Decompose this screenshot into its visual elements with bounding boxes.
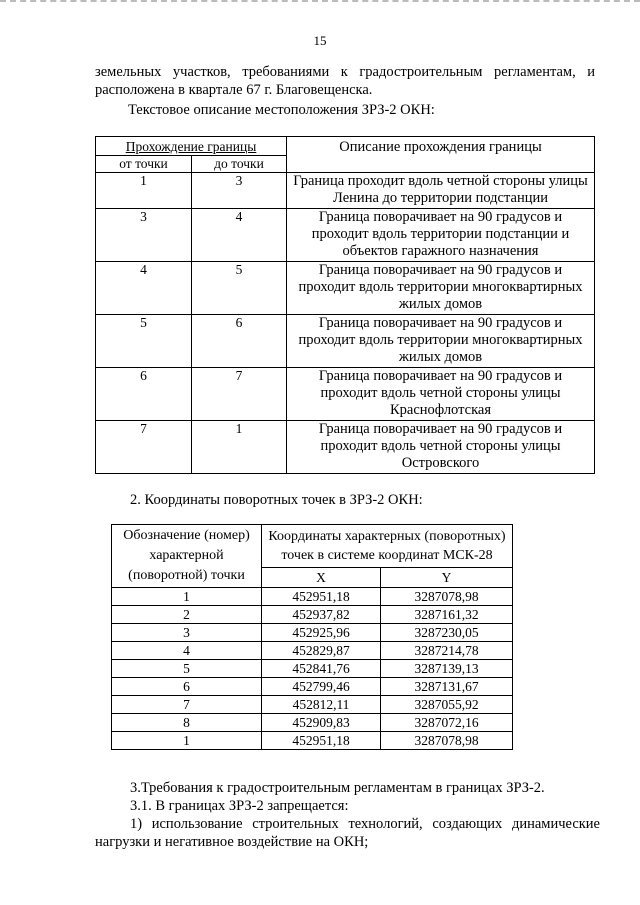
coord-y: 3287214,78 xyxy=(381,642,513,660)
section1-title: Текстовое описание местоположения ЗРЗ-2 ОКН: xyxy=(128,102,435,118)
coord-x: 452951,18 xyxy=(262,588,381,606)
to-point: 6 xyxy=(192,315,287,368)
point-number: 2 xyxy=(112,606,262,624)
coord-x: 452799,46 xyxy=(262,678,381,696)
from-point: 6 xyxy=(96,368,192,421)
intro-line-2: расположена в квартале 67 г. Благовещенска. xyxy=(95,82,373,98)
from-point: 5 xyxy=(96,315,192,368)
coord-y: 3287072,16 xyxy=(381,714,513,732)
coord-y: 3287161,32 xyxy=(381,606,513,624)
item1-line-2: нагрузки и негативное воздействие на ОКН; xyxy=(95,834,369,850)
coord-y: 3287078,98 xyxy=(381,588,513,606)
table-row xyxy=(112,678,513,696)
page-top-edge xyxy=(0,0,640,12)
to-point: 1 xyxy=(192,421,287,474)
point-number: 6 xyxy=(112,678,262,696)
coord-x: 452841,76 xyxy=(262,660,381,678)
intro-line-1: земельных участков, требованиями к градостроительным регламентам, и xyxy=(95,64,595,80)
table-row xyxy=(96,368,595,421)
from-point: 7 xyxy=(96,421,192,474)
table-row xyxy=(96,209,595,262)
coord-x: 452925,96 xyxy=(262,624,381,642)
to-point: 3 xyxy=(192,173,287,209)
table-row xyxy=(112,588,513,606)
header-to-point: до точки xyxy=(192,156,287,173)
coord-y: 3287131,67 xyxy=(381,678,513,696)
coord-x: 452829,87 xyxy=(262,642,381,660)
point-number: 7 xyxy=(112,696,262,714)
coord-y: 3287078,98 xyxy=(381,732,513,750)
boundary-description: Граница проходит вдоль четной стороны улицы Ленина до территории подстанции xyxy=(287,173,595,209)
table-row xyxy=(96,173,595,209)
coord-y: 3287055,92 xyxy=(381,696,513,714)
point-number: 1 xyxy=(112,588,262,606)
point-number: 8 xyxy=(112,714,262,732)
table1-header-row xyxy=(96,137,595,156)
table-row xyxy=(112,624,513,642)
to-point: 5 xyxy=(192,262,287,315)
coord-x: 452909,83 xyxy=(262,714,381,732)
table-row xyxy=(112,696,513,714)
header-coordinates: Координаты характерных (поворотных) точек в системе координат МСК-28 xyxy=(262,525,513,568)
boundary-description: Граница поворачивает на 90 градусов и проходит вдоль четной стороны улицы Краснофлотская xyxy=(287,368,595,421)
boundary-description: Граница поворачивает на 90 градусов и проходит вдоль территории подстанции и объектов гаражного назначения xyxy=(287,209,595,262)
header-x: X xyxy=(262,568,381,588)
to-point: 4 xyxy=(192,209,287,262)
header-boundary-passage: Прохождение границы xyxy=(96,137,287,156)
boundary-description: Граница поворачивает на 90 градусов и проходит вдоль территории многоквартирных жилых домов xyxy=(287,315,595,368)
coordinates-table xyxy=(111,524,513,750)
point-number: 3 xyxy=(112,624,262,642)
table-row xyxy=(96,315,595,368)
coord-x: 452937,82 xyxy=(262,606,381,624)
table-row xyxy=(112,732,513,750)
coord-y: 3287139,13 xyxy=(381,660,513,678)
from-point: 4 xyxy=(96,262,192,315)
section2-title: 2. Координаты поворотных точек в ЗРЗ-2 ОКН: xyxy=(130,492,423,508)
table-row xyxy=(112,642,513,660)
header-y: Y xyxy=(381,568,513,588)
coord-x: 452812,11 xyxy=(262,696,381,714)
to-point: 7 xyxy=(192,368,287,421)
section3-1: 3.1. В границах ЗРЗ-2 запрещается: xyxy=(130,798,349,814)
coord-x: 452951,18 xyxy=(262,732,381,750)
header-from-point: от точки xyxy=(96,156,192,173)
boundary-description: Граница поворачивает на 90 градусов и проходит вдоль четной стороны улицы Островского xyxy=(287,421,595,474)
table2-header-row xyxy=(112,525,513,568)
boundary-description-table xyxy=(95,136,595,474)
from-point: 3 xyxy=(96,209,192,262)
boundary-description: Граница поворачивает на 90 градусов и проходит вдоль территории многоквартирных жилых домов xyxy=(287,262,595,315)
point-number: 5 xyxy=(112,660,262,678)
section3-title: 3.Требования к градостроительным регламентам в границах ЗРЗ-2. xyxy=(130,780,545,796)
table-row xyxy=(96,421,595,474)
table-row xyxy=(96,262,595,315)
coord-y: 3287230,05 xyxy=(381,624,513,642)
item1-line-1: 1) использование строительных технологий, создающих динамические xyxy=(130,816,600,832)
point-number: 4 xyxy=(112,642,262,660)
table-row xyxy=(112,660,513,678)
table-row xyxy=(112,606,513,624)
from-point: 1 xyxy=(96,173,192,209)
page-number: 15 xyxy=(313,33,327,48)
header-boundary-description: Описание прохождения границы xyxy=(287,137,595,173)
header-point-designation: Обозначение (номер) характерной (поворотной) точки xyxy=(112,525,262,588)
point-number: 1 xyxy=(112,732,262,750)
table-row xyxy=(112,714,513,732)
